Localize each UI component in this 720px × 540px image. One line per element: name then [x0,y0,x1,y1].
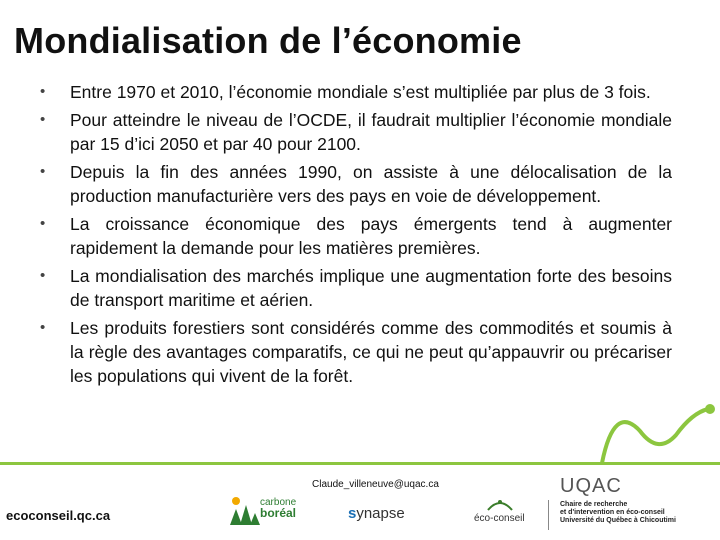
synapse-s: s [348,505,357,522]
green-swoosh-icon [600,395,720,465]
bullet-dot-icon: • [40,215,46,232]
bullet-text: Depuis la fin des années 1990, on assiste à une délocalisation de la production manufacturière vers des pays en voie de développement. [70,162,672,206]
uqac-sub-line-2: et d'intervention en éco-conseil [560,509,665,516]
carbone-line: carbone [260,497,297,508]
bullet-item [40,316,672,388]
bullet-item [40,212,672,260]
footer-divider [0,462,720,465]
bullet-text: La mondialisation des marchés implique une augmentation forte des besoins de transport maritime et aérien. [70,266,672,310]
website-link[interactable]: ecoconseil.qc.ca [6,508,111,523]
synapse-rest: ynapse [356,505,405,522]
uqac-sub-line-3: Université du Québec à Chicoutimi [560,517,676,524]
bullet-dot-icon: • [40,83,46,100]
bullet-item [40,80,672,104]
uqac-logo-text: UQAC [560,475,622,497]
boreal-line: boréal [260,506,297,520]
bullet-text: Les produits forestiers sont considérés comme des commodités et soumis à la règle des avantages comparatifs, ce qui ne peut qu’appauvrir ou précariser les populations qui vivent de la forêt. [70,318,672,386]
bullet-list [40,80,672,392]
uqac-divider [548,500,549,530]
bullet-text: Entre 1970 et 2010, l’économie mondiale s’est multipliée par plus de 3 fois. [70,82,651,102]
carbone-boreal-text [260,497,296,519]
bullet-item [40,108,672,156]
bullet-text: La croissance économique des pays émergents tend à augmenter rapidement la demande pour les matières premières. [70,214,672,258]
bullet-item [40,264,672,312]
bullet-dot-icon: • [40,319,46,336]
slide-title: Mondialisation de l’économie [14,20,522,61]
bullet-text: Pour atteindre le niveau de l’OCDE, il faudrait multiplier l’économie mondiale par 15 d’ici 2050 et par 40 pour 2100. [70,110,672,154]
contact-email[interactable]: Claude_villeneuve@uqac.ca [312,479,439,490]
bullet-dot-icon: • [40,111,46,128]
bullet-dot-icon: • [40,163,46,180]
eco-conseil-label: éco-conseil [474,513,525,524]
synapse-logo [348,505,405,522]
bullet-dot-icon: • [40,267,46,284]
uqac-sub-line-1: Chaire de recherche [560,501,628,508]
bullet-item [40,160,672,208]
uqac-subtitle [560,501,690,525]
